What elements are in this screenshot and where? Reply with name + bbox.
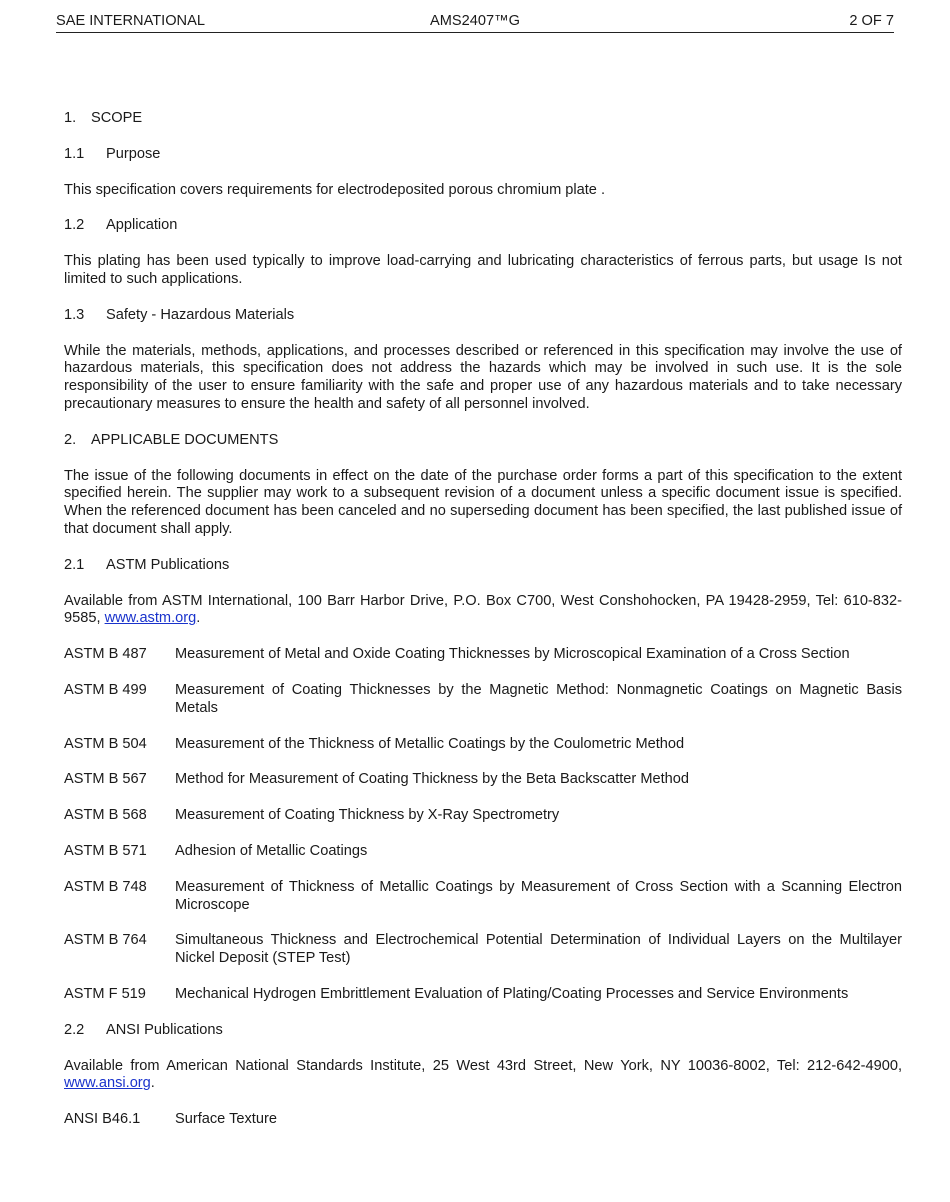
header-page-number: 2 OF 7 <box>849 13 894 29</box>
doc-row <box>64 646 902 664</box>
application-text: This plating has been used typically to improve load-carrying and lubricating characteristics of ferrous parts, but usage Is not limited to such applications. <box>64 253 902 287</box>
doc-title: Adhesion of Metallic Coatings <box>175 842 368 859</box>
doc-id: ASTM B 504 <box>64 735 147 752</box>
section-1-heading: 1. SCOPE <box>64 110 143 126</box>
astm-website-link[interactable]: www.astm.org <box>104 610 197 627</box>
section-2-heading: 2. APPLICABLE DOCUMENTS <box>64 431 279 448</box>
astm-availability: Available from ASTM International, 100 Barr Harbor Drive, P.O. Box C700, West Conshohocken, PA 19428-2959, Tel: 610-832-9585, www.astm.org. <box>64 592 902 627</box>
doc-id: ASTM B 499 <box>64 681 147 698</box>
doc-row <box>64 1111 902 1129</box>
document-body <box>64 110 902 1147</box>
doc-id: ANSI B46.1 <box>64 1111 141 1128</box>
header-org: SAE INTERNATIONAL <box>56 13 205 29</box>
doc-row <box>64 986 902 1004</box>
doc-title: Surface Texture <box>175 1111 277 1128</box>
applicable-documents-text: The issue of the following documents in effect on the date of the purchase order forms a part of this specification to the extent specified herein. The supplier may work to a subsequent revision of a document unless a specific document issue is specified. When the referenced document has been canceled and no superseding document has been specified, the last published issue of that document shall apply. <box>64 467 902 537</box>
doc-id: ASTM B 568 <box>64 807 147 824</box>
doc-row <box>64 879 902 915</box>
ansi-availability: Available from American National Standards Institute, 25 West 43rd Street, New York, NY 10036-8002, Tel: 212-642-4900, www.ansi.org. <box>64 1057 902 1092</box>
ansi-website-link[interactable]: www.ansi.org <box>64 1075 151 1092</box>
section-1-2-heading: 1.2 Application <box>64 217 178 234</box>
doc-id: ASTM F 519 <box>64 985 146 1002</box>
section-1-1-heading: 1.1 Purpose <box>64 145 161 162</box>
doc-id: ASTM B 567 <box>64 771 147 788</box>
doc-id: ASTM B 764 <box>64 932 147 949</box>
doc-title: Measurement of Coating Thicknesses by the Magnetic Method: Nonmagnetic Coatings on Magnetic Basis Metals <box>175 681 902 716</box>
section-1-3-heading: 1.3 Safety - Hazardous Materials <box>64 306 295 323</box>
doc-row <box>64 736 902 754</box>
doc-title: Simultaneous Thickness and Electrochemical Potential Determination of Individual Layers on the Multilayer Nickel Deposit (STEP Test) <box>175 932 902 967</box>
doc-row <box>64 771 902 789</box>
header-doc-number: AMS2407™G <box>429 13 521 29</box>
doc-row <box>64 932 902 968</box>
doc-id: ASTM B 571 <box>64 842 147 859</box>
doc-title: Method for Measurement of Coating Thickness by the Beta Backscatter Method <box>175 771 690 788</box>
doc-row <box>64 807 902 825</box>
section-2-2-heading: 2.2 ANSI Publications <box>64 1021 223 1038</box>
doc-title: Measurement of Coating Thickness by X-Ray Spectrometry <box>175 807 560 824</box>
page-header <box>56 10 894 33</box>
doc-row <box>64 682 902 718</box>
doc-id: ASTM B 487 <box>64 646 147 663</box>
purpose-text: This specification covers requirements for electrodeposited porous chromium plate . <box>64 181 606 198</box>
doc-row <box>64 843 902 861</box>
safety-text: While the materials, methods, applications, and processes described or referenced in this specification may involve the use of hazardous materials, this specification does not address the hazards which may be involved in such use. It is the sole responsibility of the user to ensure familiarity with the safe and proper use of any hazardous materials and to take necessary precautionary measures to ensure the health and safety of all personnel involved. <box>64 342 902 412</box>
doc-title: Measurement of Metal and Oxide Coating Thicknesses by Microscopical Examination of a Cross Section <box>175 646 850 663</box>
doc-title: Measurement of the Thickness of Metallic Coatings by the Coulometric Method <box>175 735 685 752</box>
section-2-1-heading: 2.1 ASTM Publications <box>64 556 230 573</box>
doc-id: ASTM B 748 <box>64 878 147 895</box>
doc-title: Mechanical Hydrogen Embrittlement Evaluation of Plating/Coating Processes and Service Environments <box>175 985 849 1002</box>
doc-title: Measurement of Thickness of Metallic Coatings by Measurement of Cross Section with a Scanning Electron Microscope <box>175 878 902 913</box>
